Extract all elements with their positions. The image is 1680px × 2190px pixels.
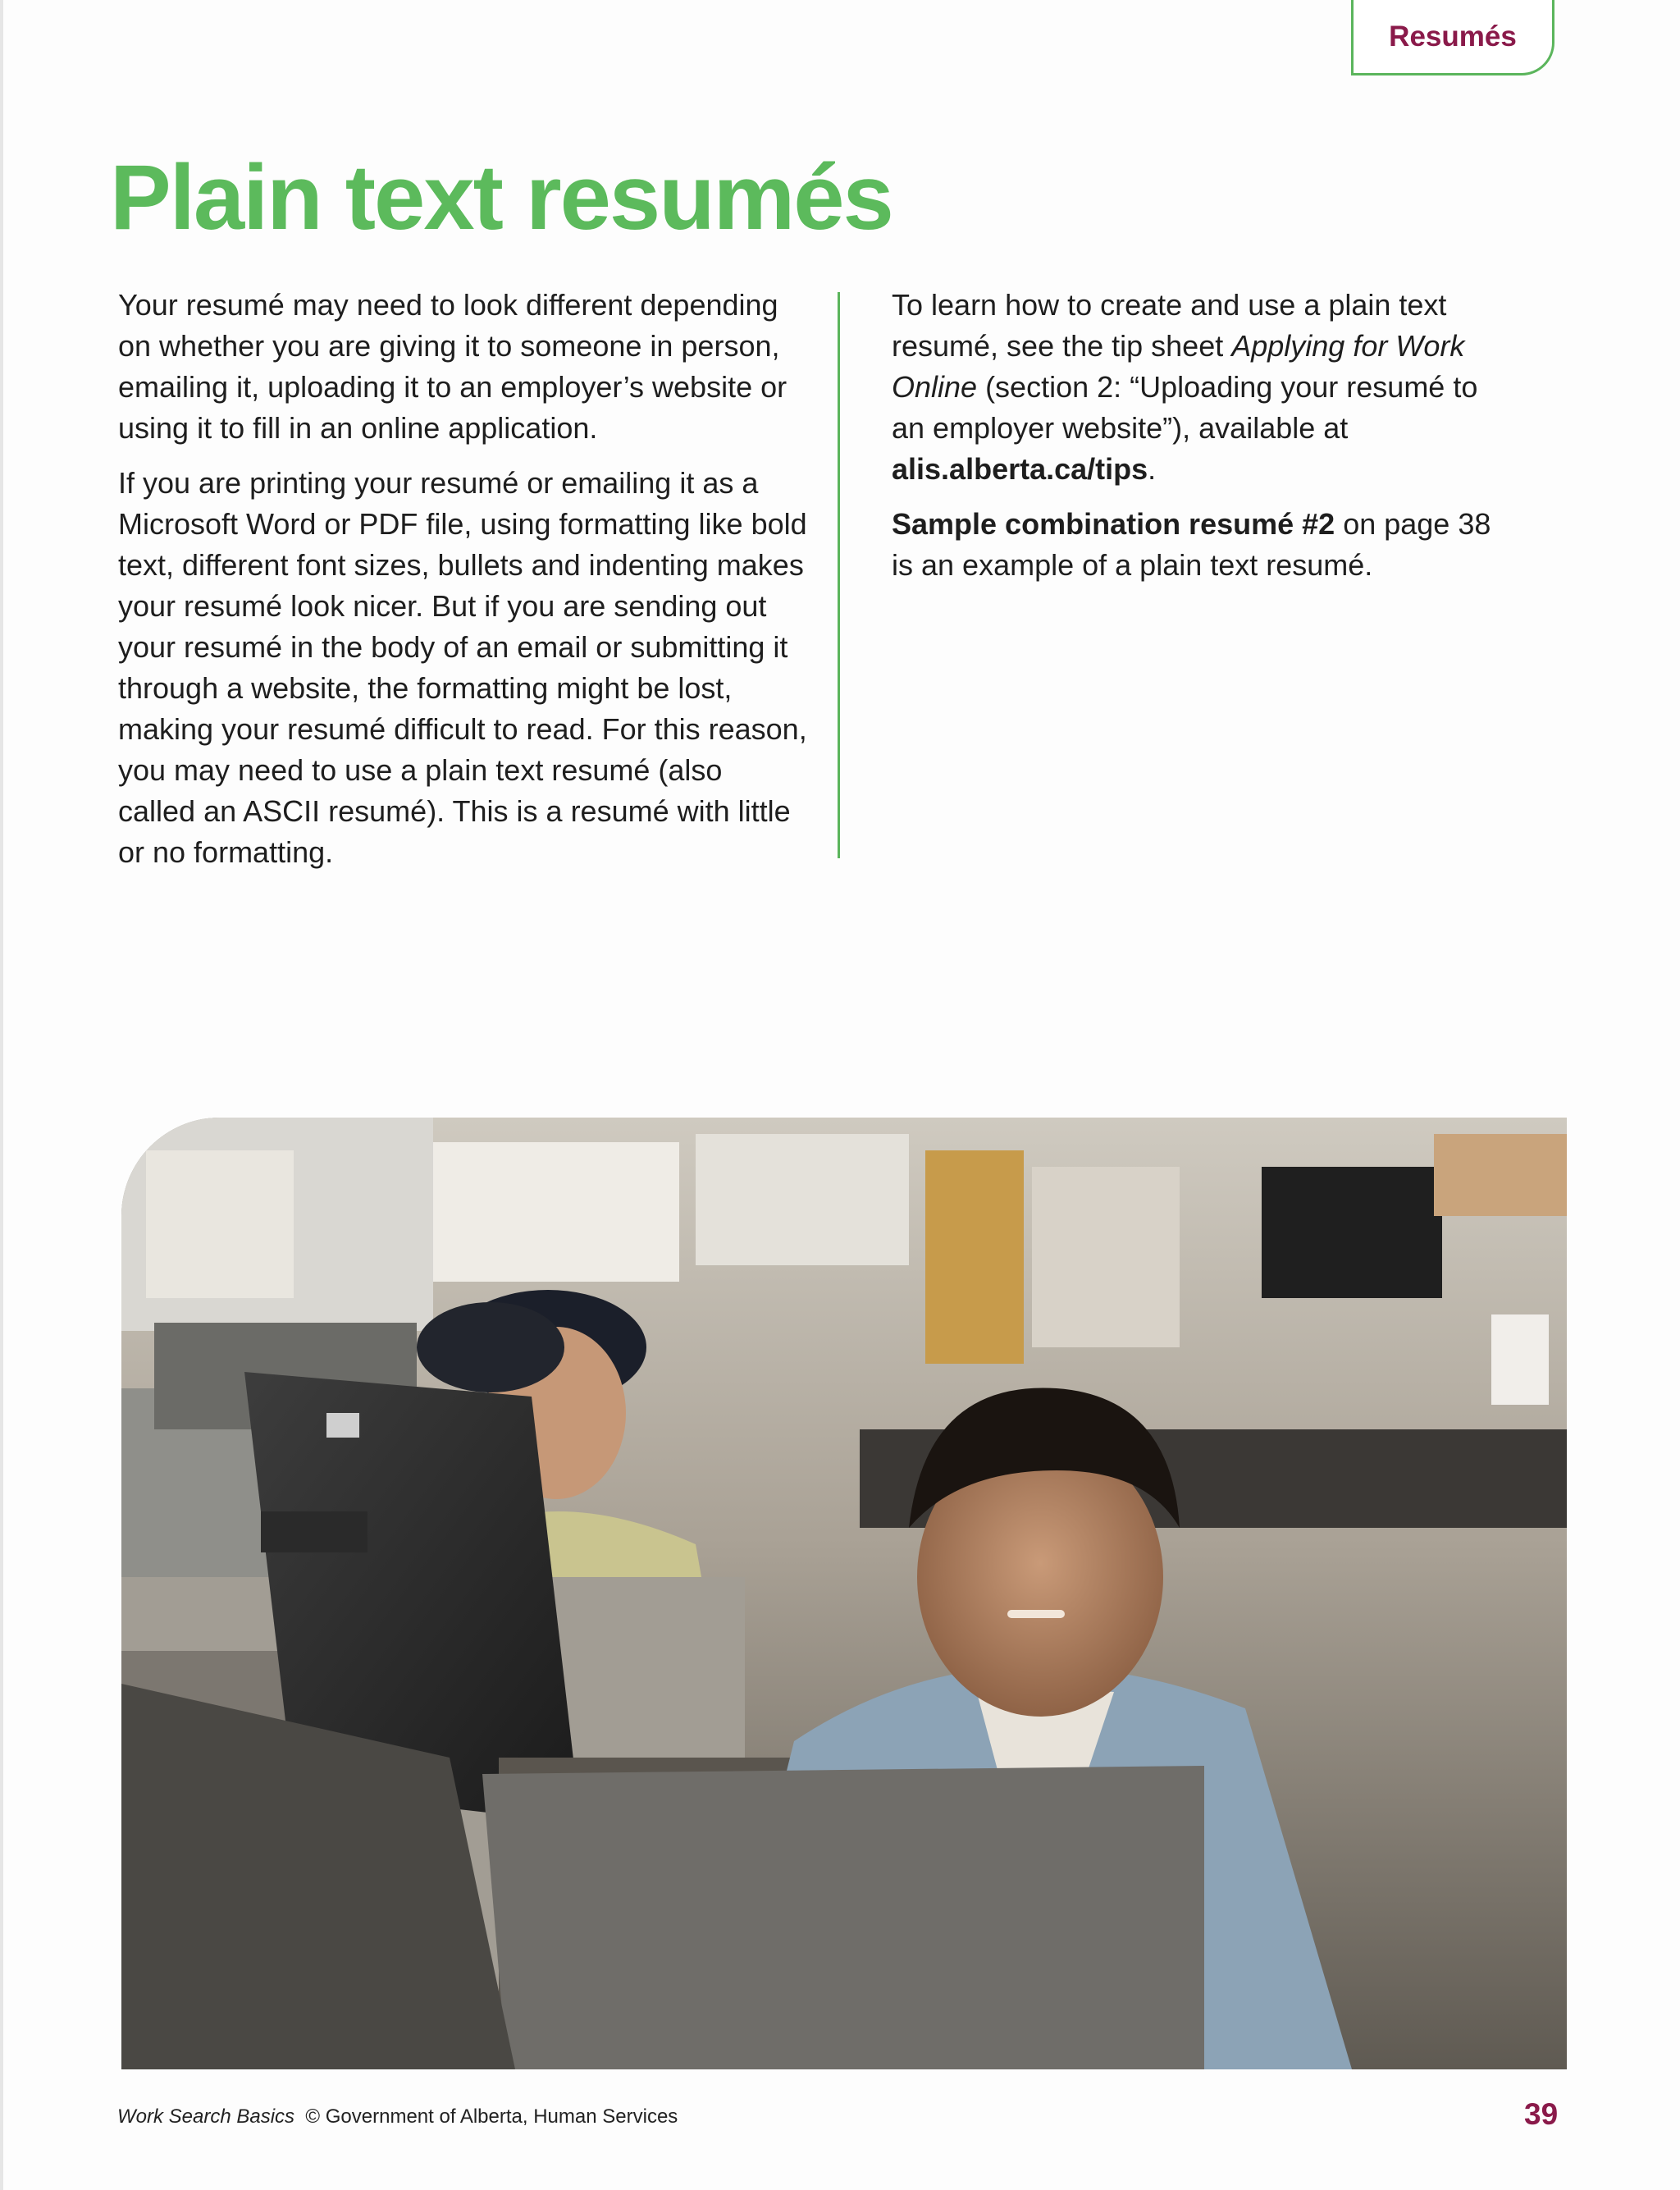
page-number: 39 [1524,2097,1559,2131]
tip-middle-text: (section 2: “Uploading your resumé to an employer website”), available at [892,370,1478,445]
section-tab-label: Resumés [1389,20,1517,53]
photo-illustration [121,1118,1567,2069]
left-paragraph-1: Your resumé may need to look different depending on whether you are giving it to someone in person, emailing it, uploading it to an employer’s website or using it to fill in an online application. [118,288,788,445]
footer-publication: Work Search Basics [117,2105,295,2128]
left-column [118,285,807,887]
tip-end-text: . [1148,452,1157,486]
sample-resume-ref: Sample combination resumé #2 [892,507,1335,541]
right-column [892,285,1499,600]
tip-intro-text: To learn how to create and use a plain text resumé, see the tip sheet [892,288,1447,363]
photo-people-at-computers [121,1118,1567,2069]
tip-sheet-title: Applying for Work Online [892,329,1465,404]
footer-copyright: © Government of Alberta, Human Services [305,2105,678,2128]
right-paragraph-1 [892,285,1499,490]
page-title: Plain text resumés [110,146,892,249]
left-paragraph-2: If you are printing your resumé or emailing it as a Microsoft Word or PDF file, using formatting like bold text, different font sizes, bullets and indenting makes your resumé look nicer. But if you are sending out your resumé in the body of an email or submitting it through a website, the formatting might be lost, making your resumé difficult to read. For this reason, you may need to use a plain text resumé (also called an ASCII resumé). This is a resumé with little or no formatting. [118,466,807,869]
section-tab [1351,0,1554,75]
sample-resume-text: on page 38 is an example of a plain text resumé. [892,507,1491,582]
tips-link[interactable]: alis.alberta.ca/tips [892,452,1148,486]
page-edge [0,0,3,2190]
footer-credit [117,2105,678,2128]
right-paragraph-2 [892,504,1499,586]
column-divider [838,292,840,858]
